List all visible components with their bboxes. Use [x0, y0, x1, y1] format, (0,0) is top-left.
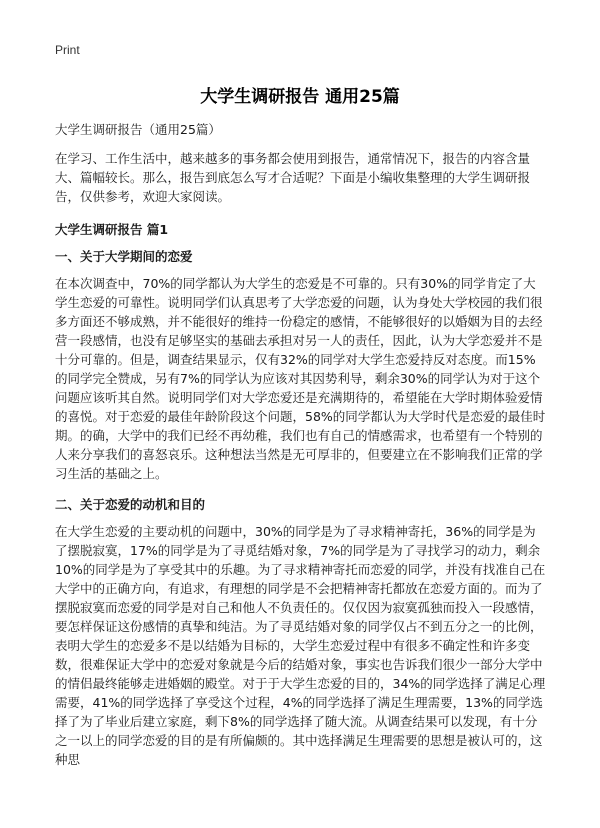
document-subtitle: 大学生调研报告（通用25篇）: [55, 122, 221, 137]
article-title: 大学生调研报告 篇1: [55, 222, 169, 237]
section-body-2: 在大学生恋爱的主要动机的问题中，30%的同学是为了寻求精神寄托，36%的同学是为了摆脱寂寞，17%的同学是为了寻觅结婚对象，7%的同学是为了寻找学习的动力，剩余10%的同学是为了享受其中的乐趣。为了寻求精神寄托而恋爱的同学，并没有找准自己在大学中的正确方向，有追求，有理想的同学是不会把精神寄托都放在恋爱方面的。而为了摆脱寂寞而恋爱的同学是对自己和他人不负责任的。仅仅因为寂寞孤独而投入一段感情，要怎样保证这份感情的真挚和纯洁。为了寻觅结婚对象的同学仅占不到五分之一的比例，表明大学生的恋爱多不是以结婚为目标的，大学生恋爱过程中有很多不确定性和许多变数，很难保证大学中的恋爱对象就是今后的结婚对象，事实也告诉我们很少一部分大学中的情侣最终能够走进婚姻的殿堂。对于于大学生恋爱的目的，34%的同学选择了满足心理需要，41%的同学选择了享受这个过程，4%的同学选择了满足生理需要，13%的同学选择了为了毕业后建立家庭，剩下8%的同学选择了随大流。从调查结果可以发现，有十分之一以上的同学恋爱的目的是有所偏颇的。其中选择满足生理需要的思想是被认可的，这种思: [55, 524, 546, 767]
print-label[interactable]: Print: [55, 43, 80, 57]
document-title: 大学生调研报告 通用25篇: [200, 87, 400, 107]
section-heading-2: 二、关于恋爱的动机和目的: [55, 497, 206, 512]
section-body-1: 在本次调查中，70%的同学都认为大学生的恋爱是不可靠的。只有30%的同学肯定了大学生恋爱的可靠性。说明同学们认真思考了大学恋爱的问题，认为身处大学校园的我们很多方面还不够成熟，并不能很好的维持一份稳定的感情，不能够很好的以婚姻为目的去经营一段感情，也没有足够坚实的基础去承担对另一人的责任，因此，认为大学恋爱并不是十分可靠的。但是，调查结果显示，仅有32%的同学对大学生恋爱持反对态度。而15%的同学完全赞成，另有7%的同学认为应该对其因势利导，剩余30%的同学认为对于这个问题应该听其自然。说明同学们对大学恋爱还是充满期待的，希望能在大学时期体验爱情的喜悦。对于恋爱的最佳年龄阶段这个问题，58%的同学都认为大学时代是恋爱的最佳时期。的确，大学中的我们已经不再幼稚，我们也有自己的情感需求，也希望有一个特别的人来分享我们的喜怒哀乐。这种想法当然是无可厚非的，但要建立在不影响我们正常的学习生活的基础之上。: [55, 276, 546, 481]
section-heading-1: 一、关于大学期间的恋爱: [55, 249, 193, 264]
intro-paragraph: 在学习、工作生活中，越来越多的事务都会使用到报告，通常情况下，报告的内容含量大、篇幅较长。那么，报告到底怎么写才合适呢？下面是小编收集整理的大学生调研报告，仅供参考，欢迎大家阅读。: [55, 151, 531, 204]
document-content: [55, 120, 547, 769]
